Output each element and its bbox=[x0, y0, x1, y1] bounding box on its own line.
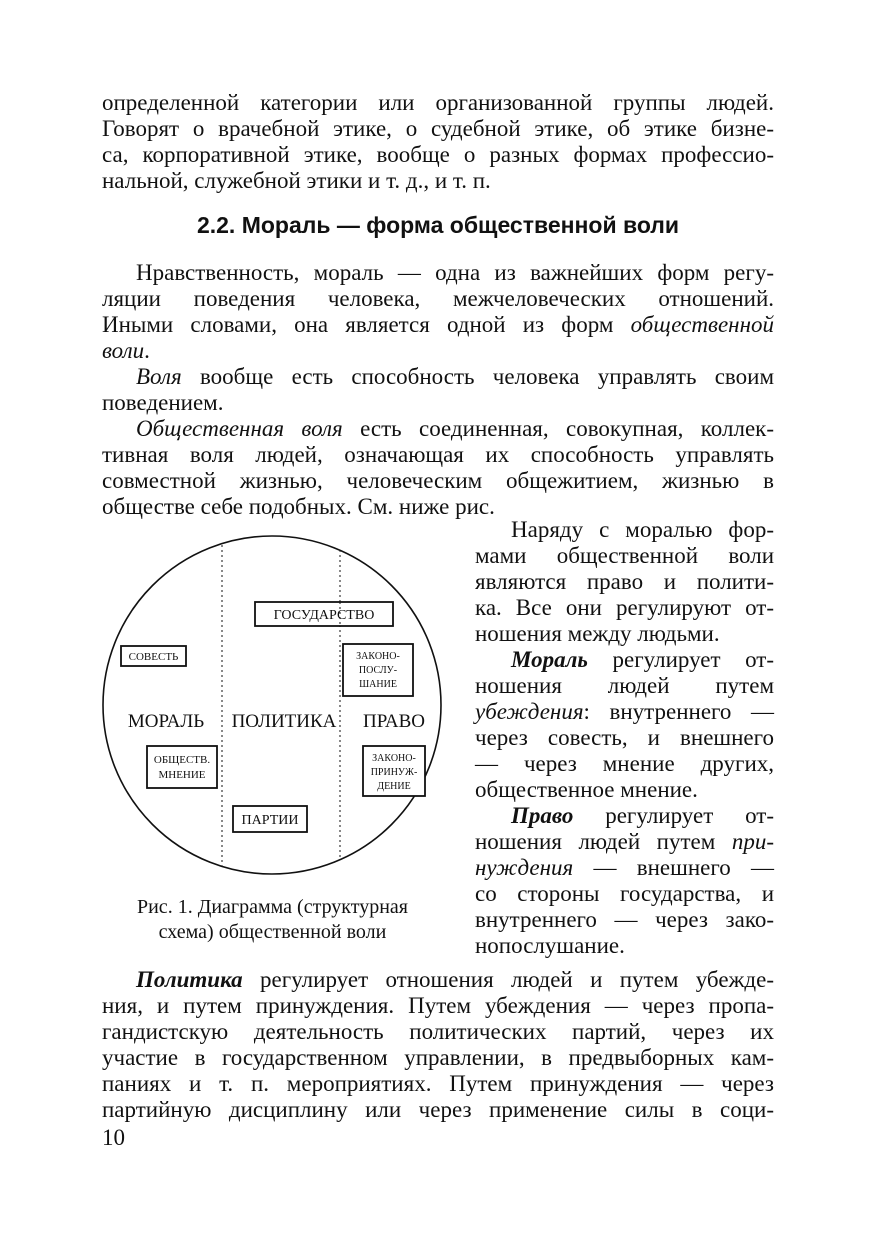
box-label-line: ОБЩЕСТВ. bbox=[153, 754, 211, 766]
italic-term: убеждения bbox=[475, 699, 584, 724]
section-heading: 2.2. Мораль — форма общественной воли bbox=[196, 212, 680, 238]
box-label-line: ШАНИЕ bbox=[359, 679, 397, 690]
text-span: — внешнего — bbox=[573, 855, 774, 880]
text-line bbox=[511, 803, 774, 829]
text-line: совместной жизнью, человеческим общежитием, жизнью в bbox=[102, 468, 774, 493]
figure-caption-line: Рис. 1. Диаграмма (структурная bbox=[136, 896, 409, 918]
text-span: регулирует отношения людей и путем убежде- bbox=[242, 967, 774, 992]
text-line: ка. Все они регулируют от- bbox=[475, 595, 774, 620]
text-line: определенной категории или организованной группы людей. bbox=[102, 90, 774, 115]
text-line: являются право и полити- bbox=[475, 569, 774, 594]
text-line bbox=[102, 312, 774, 338]
text-line: гандистскую деятельность политических партий, через их bbox=[102, 1019, 774, 1044]
text-line bbox=[475, 829, 774, 855]
text-line: со стороны государства, и bbox=[475, 881, 774, 906]
box-label-line: МНЕНИЕ bbox=[158, 769, 206, 781]
text-line bbox=[102, 338, 774, 364]
text-span: . bbox=[144, 338, 150, 363]
text-span: вообще есть способность человека управлять своим bbox=[181, 364, 774, 389]
text-line: участие в государственном управлении, в предвыборных кам- bbox=[102, 1045, 774, 1070]
text-line: нопослушание. bbox=[475, 933, 625, 958]
text-line: поведением. bbox=[102, 390, 224, 415]
box-obshchestvennoe-mnenie bbox=[147, 746, 217, 788]
box-label-line: ДЕНИЕ bbox=[377, 781, 411, 792]
text-line bbox=[475, 855, 774, 881]
text-span: : внутреннего — bbox=[583, 699, 774, 724]
text-line bbox=[136, 416, 774, 442]
text-span: регулирует от- bbox=[587, 647, 774, 672]
text-span: Иными словами, она является одной из форм bbox=[102, 312, 631, 337]
box-gosudarstvo-label: ГОСУДАРСТВО bbox=[273, 608, 375, 623]
text-line: внутреннего — через зако- bbox=[475, 907, 774, 932]
bold-italic-term: Право bbox=[511, 803, 574, 828]
text-line: тивная воля людей, означающая их способность управлять bbox=[102, 442, 774, 467]
page-number: 10 bbox=[102, 1125, 125, 1150]
text-line: са, корпоративной этике, вообще о разных формах профессио- bbox=[102, 142, 774, 167]
box-sovest-label: СОВЕСТЬ bbox=[128, 651, 179, 663]
text-span: есть соединенная, совокупная, коллек- bbox=[342, 416, 774, 441]
italic-term: нуждения bbox=[475, 855, 574, 880]
label-politika: ПОЛИТИКА bbox=[231, 711, 337, 732]
text-line bbox=[511, 647, 774, 673]
text-line: Говорят о врачебной этике, о судебной этике, об этике бизне- bbox=[102, 116, 774, 141]
text-line: паниях и т. п. мероприятиях. Путем принуждения — через bbox=[102, 1071, 774, 1096]
text-line: ляции поведения человека, межчеловеческих отношений. bbox=[102, 286, 774, 311]
text-line: — через мнение других, bbox=[475, 751, 774, 776]
text-line bbox=[136, 364, 774, 390]
text-line: через совесть, и внешнего bbox=[475, 725, 774, 750]
figure-caption-line: схема) общественной воли bbox=[158, 921, 387, 943]
text-line: Наряду с моралью фор- bbox=[511, 517, 774, 542]
label-pravo: ПРАВО bbox=[363, 711, 425, 732]
text-span: ношения людей путем bbox=[475, 829, 732, 854]
text-line: ния, и путем принуждения. Путем убеждения — через пропа- bbox=[102, 993, 774, 1018]
text-line: ношения людей путем bbox=[475, 673, 774, 698]
box-partii-label: ПАРТИИ bbox=[241, 813, 299, 828]
text-line: Нравственность, мораль — одна из важнейших форм регу- bbox=[136, 260, 774, 285]
text-line: партийную дисциплину или через применение силы в соци- bbox=[102, 1097, 774, 1122]
box-label-line: ПОСЛУ- bbox=[358, 665, 398, 676]
text-line: общественное мнение. bbox=[475, 777, 698, 802]
italic-term: общественной bbox=[630, 312, 774, 337]
text-line bbox=[136, 967, 774, 993]
bold-italic-term: Политика bbox=[136, 967, 243, 992]
social-will-diagram bbox=[100, 525, 445, 885]
italic-term: Воля bbox=[136, 364, 182, 389]
text-span: регулирует от- bbox=[573, 803, 774, 828]
text-line bbox=[475, 699, 774, 725]
box-label-line: ПРИНУЖ- bbox=[370, 767, 418, 778]
italic-term: при- bbox=[731, 829, 774, 854]
box-label-line: ЗАКОНО- bbox=[372, 753, 416, 764]
text-line: нальной, служебной этики и т. д., и т. п. bbox=[102, 168, 491, 193]
box-label-line: ЗАКОНО- bbox=[356, 651, 400, 662]
italic-term: воли bbox=[102, 338, 145, 363]
text-line: ношения между людьми. bbox=[475, 621, 720, 646]
text-line: мами общественной воли bbox=[475, 543, 774, 568]
italic-term: Общественная воля bbox=[136, 416, 343, 441]
text-line: обществе себе подобных. См. ниже рис. bbox=[102, 494, 495, 519]
label-moral: МОРАЛЬ bbox=[127, 711, 205, 732]
bold-italic-term: Мораль bbox=[511, 647, 588, 672]
